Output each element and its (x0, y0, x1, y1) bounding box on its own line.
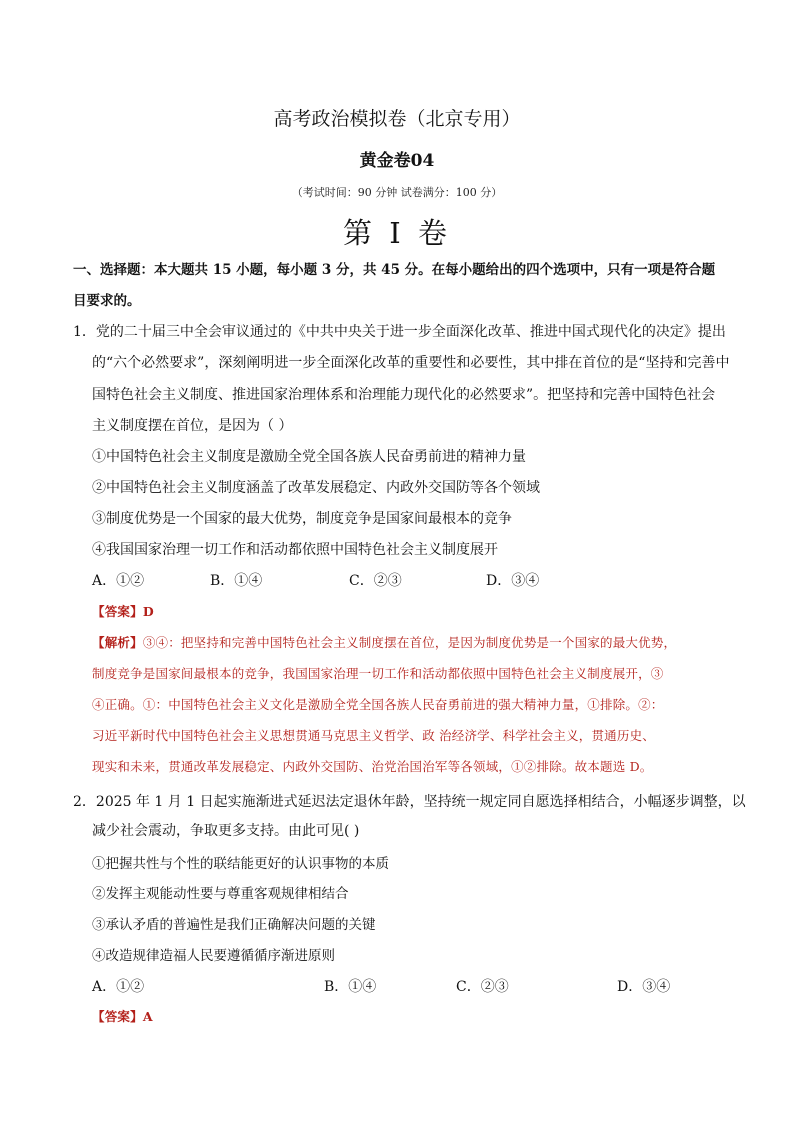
q1-stem-line4: 主义制度摆在首位，是因为（ ） (92, 418, 293, 434)
q1-analysis-line4: 习近平新时代中国特色社会主义思想贯通马克思主义哲学、政 治经济学、科学社会主义，贯通历史、 (92, 728, 655, 743)
exam-subtitle: 黄金卷04 (359, 151, 435, 171)
q1-answer (92, 602, 154, 620)
q1-analysis-line2: 制度竞争是国家间最根本的竞争，我国国家治理一切工作和活动都依照中国特色社会主义制度展开，③ (92, 666, 664, 681)
q2-option-c: C．②③ (456, 979, 509, 995)
q1-analysis-line1 (92, 633, 676, 651)
q1-statement-1: ①中国特色社会主义制度是激励全党全国各族人民奋勇前进的精神力量 (92, 449, 526, 465)
analysis-tag: 【解析】 (92, 635, 143, 650)
q2-option-a: A．①② (92, 979, 145, 995)
q1-option-d: D．③④ (486, 573, 540, 589)
q1-stem-line2: 的“六个必然要求”，深刻阐明进一步全面深化改革的重要性和必要性，其中排在首位的是“坚持和完善中 (92, 355, 730, 371)
q1-stem-line1: 1．党的二十届三中全会审议通过的《中共中央关于进一步全面深化改革、推进中国式现代化的决定》提出 (73, 324, 726, 340)
q1-option-b: B．①④ (210, 573, 263, 589)
q2-option-b: B．①④ (324, 979, 377, 995)
exam-title: 高考政治模拟卷（北京专用） (273, 108, 521, 130)
q1-statement-4: ④我国国家治理一切工作和活动都依照中国特色社会主义制度展开 (92, 542, 498, 558)
answer-value: D (142, 604, 154, 619)
answer-tag: 【答案】 (92, 604, 143, 619)
q1-analysis-line3: ④正确。①：中国特色社会主义文化是激励全党全国各族人民奋勇前进的强大精神力量，①排除。②： (92, 697, 664, 712)
q2-answer (92, 1007, 153, 1025)
analysis-text: ③④：把坚持和完善中国特色社会主义制度摆在首位，是因为制度优势是一个国家的最大优势， (142, 635, 677, 650)
q2-statement-3: ③承认矛盾的普遍性是我们正确解决问题的关键 (92, 917, 376, 933)
q2-statement-4: ④改造规律造福人民要遵循循序渐进原则 (92, 948, 335, 964)
q2-statement-2: ②发挥主观能动性要与尊重客观规律相结合 (92, 886, 349, 902)
q2-stem-line1: 2．2025 年 1 月 1 日起实施渐进式延迟法定退休年龄，坚持统一规定同自愿选择相结合，小幅逐步调整，以 (73, 794, 746, 810)
section-instruction-line2: 目要求的。 (73, 293, 141, 309)
q2-statement-1: ①把握共性与个性的联结能更好的认识事物的本质 (92, 856, 389, 872)
q1-stem-line3: 国特色社会主义制度、推进国家治理体系和治理能力现代化的必然要求”。把坚持和完善中国特色社会 (92, 387, 716, 403)
section-instruction-line1: 一、选择题：本大题共 15 小题，每小题 3 分，共 45 分。在每小题给出的四个选项中，只有一项是符合题 (73, 262, 716, 278)
exam-info: （考试时间：90 分钟 试卷满分：100 分） (291, 186, 503, 199)
q2-option-d: D．③④ (617, 979, 671, 995)
q2-stem-line2: 减少社会震动，争取更多支持。由此可见( ) (92, 823, 360, 839)
q1-option-a: A．①② (92, 573, 145, 589)
q1-analysis-line5: 现实和未来，贯通改革发展稳定、内政外交国防、治党治国治军等各领域，①②排除。故本题选 D。 (92, 759, 653, 774)
q1-option-c: C．②③ (349, 573, 402, 589)
q1-statement-2: ②中国特色社会主义制度涵盖了改革发展稳定、内政外交国防等各个领域 (92, 480, 540, 496)
answer-tag: 【答案】 (92, 1009, 143, 1024)
answer-value: A (142, 1009, 153, 1024)
volume-heading: 第 I 卷 (343, 216, 451, 250)
q1-statement-3: ③制度优势是一个国家的最大优势，制度竞争是国家间最根本的竞争 (92, 511, 512, 527)
